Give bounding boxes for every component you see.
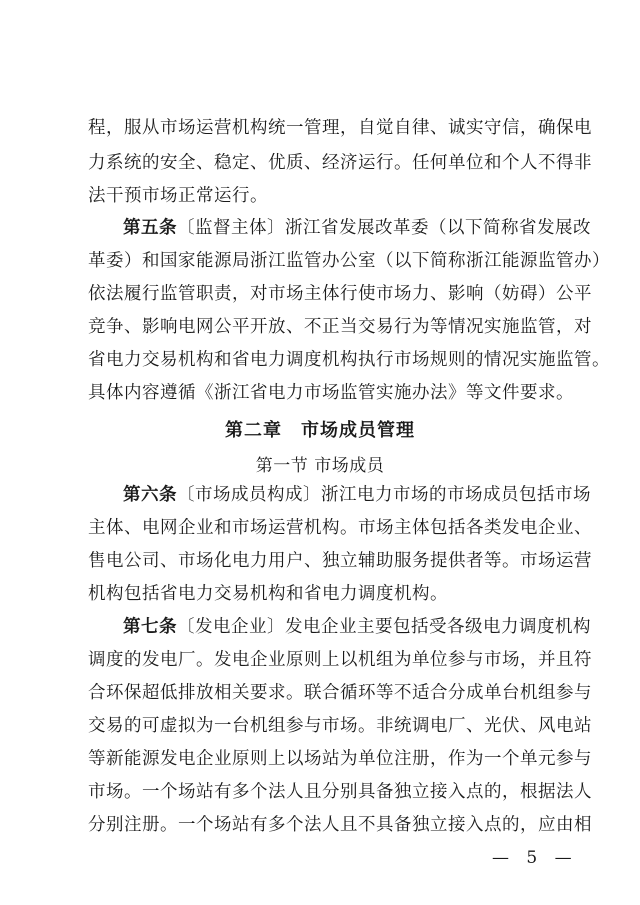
- paragraph-line: 交易的可虚拟为一台机组参与市场。非统调电厂、光伏、风电站: [88, 716, 592, 736]
- article-six: [123, 485, 603, 505]
- paragraph-line: 机构包括省电力交易机构和省电力调度机构。: [88, 584, 448, 604]
- paragraph-line: 程，服从市场运营机构统一管理，自觉自律、诚实守信，确保电: [88, 118, 592, 138]
- paragraph-line: 依法履行监管职责，对市场主体行使市场力、影响（妨碍）公平: [88, 284, 592, 304]
- paragraph-line: 售电公司、市场化电力用户、独立辅助服务提供者等。市场运营: [88, 551, 592, 571]
- article-heading: 第七条: [123, 617, 177, 637]
- paragraph-line: 主体、电网企业和市场运营机构。市场主体包括各类发电企业、: [88, 518, 592, 538]
- paragraph-line: 革委）和国家能源局浙江监管办公室（以下简称浙江能源监管办）: [88, 251, 610, 271]
- article-text: 〔市场成员构成〕浙江电力市场的市场成员包括市场: [177, 485, 591, 505]
- paragraph-line: 力系统的安全、稳定、优质、经济运行。任何单位和个人不得非: [88, 153, 592, 173]
- paragraph-line: 分别注册。一个场站有多个法人且不具备独立接入点的，应由相: [88, 815, 592, 835]
- paragraph-line: 调度的发电厂。发电企业原则上以机组为单位参与市场，并且符: [88, 650, 592, 670]
- article-text: 〔监督主体〕浙江省发展改革委（以下简称省发展改: [177, 218, 591, 238]
- paragraph-line: 市场。一个场站有多个法人且分别具备独立接入点的，根据法人: [88, 782, 592, 802]
- chapter-title: 第二章 市场成员管理: [225, 420, 415, 441]
- section-title: 第一节 市场成员: [255, 456, 385, 476]
- paragraph-line: 法干预市场正常运行。: [88, 186, 268, 206]
- paragraph-line: 省电力交易机构和省电力调度机构执行市场规则的情况实施监管。: [88, 350, 610, 370]
- article-text: 〔发电企业〕发电企业主要包括受各级电力调度机构: [177, 617, 591, 637]
- article-heading: 第六条: [123, 485, 177, 505]
- article-heading: 第五条: [123, 218, 177, 238]
- paragraph-line: 等新能源发电企业原则上以场站为单位注册，作为一个单元参与: [88, 749, 592, 769]
- paragraph-line: 合环保超低排放相关要求。联合循环等不适合分成单台机组参与: [88, 683, 592, 703]
- page-number: — 5 —: [492, 848, 578, 868]
- article-five: [123, 218, 603, 238]
- paragraph-line: 具体内容遵循《浙江省电力市场监管实施办法》等文件要求。: [88, 383, 574, 403]
- paragraph-line: 竞争、影响电网公平开放、不正当交易行为等情况实施监管，对: [88, 317, 592, 337]
- article-seven: [123, 617, 603, 637]
